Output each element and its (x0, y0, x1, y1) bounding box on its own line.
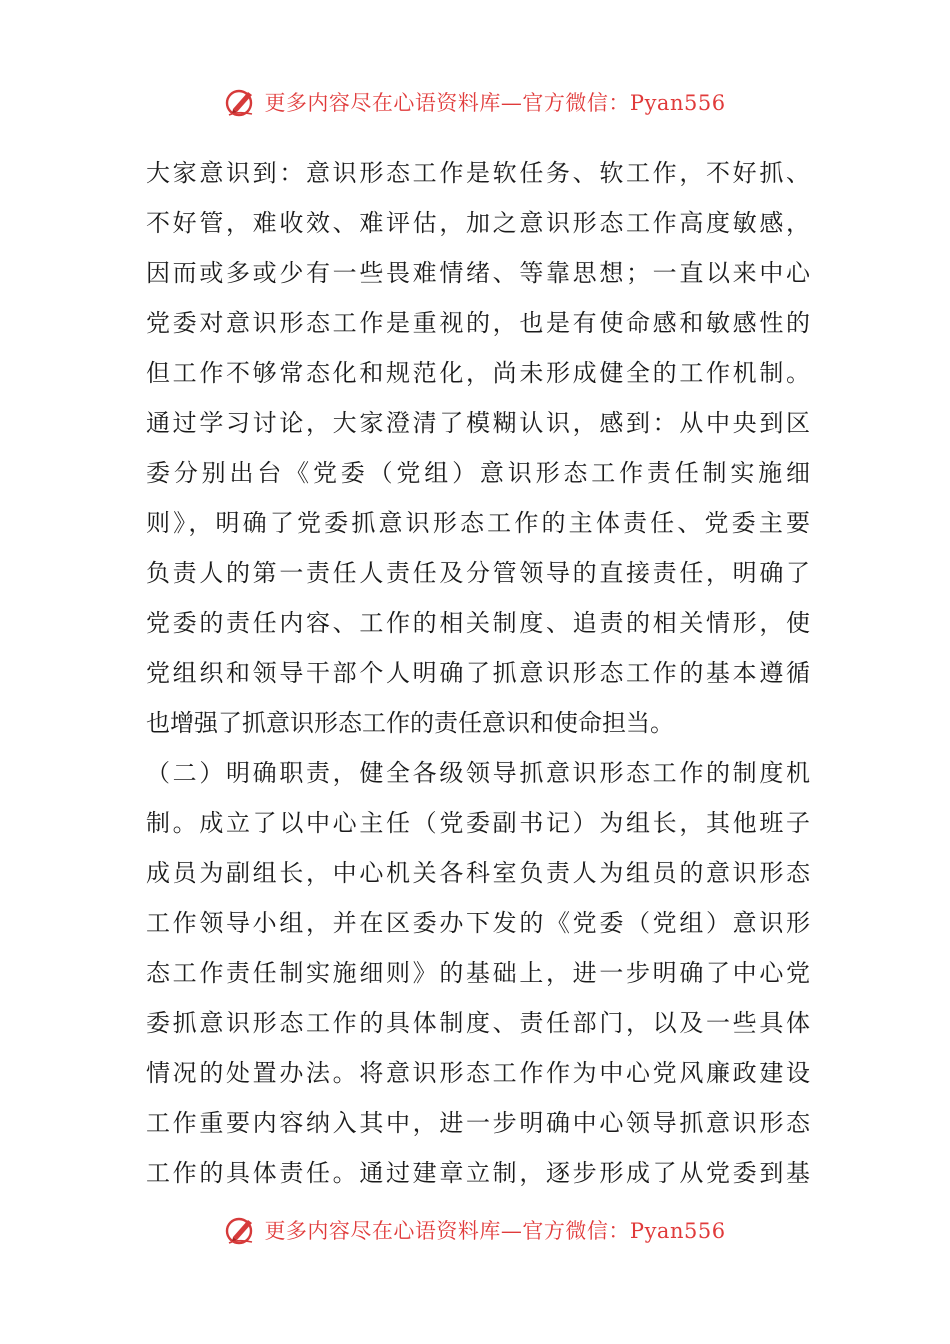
body-line: 工作的具体责任。通过建章立制，逐步形成了从党委到基 (146, 1159, 810, 1187)
body-line: 委分别出台《党委（党组）意识形态工作责任制实施细 (146, 459, 810, 487)
body-line: 党委的责任内容、工作的相关制度、追责的相关情形，使 (146, 609, 810, 637)
body-line: 成员为副组长，中心机关各科室负责人为组员的意识形态 (146, 859, 810, 887)
body-line: 态工作责任制实施细则》的基础上，进一步明确了中心党 (146, 959, 810, 987)
header-banner (0, 82, 950, 122)
pen-circle-icon (224, 85, 258, 119)
body-line: 大家意识到：意识形态工作是软任务、软工作，不好抓、 (146, 159, 810, 187)
body-line: 委抓意识形态工作的具体制度、责任部门，以及一些具体 (146, 1009, 810, 1037)
body-line: 因而或多或少有一些畏难情绪、等靠思想；一直以来中心 (146, 259, 810, 287)
body-line: （二）明确职责，健全各级领导抓意识形态工作的制度机 (146, 759, 810, 787)
body-line: 工作领导小组，并在区委办下发的《党委（党组）意识形 (146, 909, 810, 937)
header-banner-text: 更多内容尽在心语资料库—官方微信：Pyan556 (264, 91, 726, 115)
body-line: 通过学习讨论，大家澄清了模糊认识，感到：从中央到区 (146, 409, 810, 437)
body-line: 负责人的第一责任人责任及分管领导的直接责任，明确了 (146, 559, 810, 587)
pen-circle-icon (224, 1213, 258, 1247)
body-line: 党组织和领导干部个人明确了抓意识形态工作的基本遵循 (146, 659, 810, 687)
body-line: 不好管，难收效、难评估，加之意识形态工作高度敏感， (146, 209, 810, 237)
body-line: 也增强了抓意识形态工作的责任意识和使命担当。 (146, 709, 674, 737)
footer-banner (0, 1210, 950, 1250)
document-body (146, 148, 810, 1198)
body-line: 但工作不够常态化和规范化，尚未形成健全的工作机制。 (146, 359, 810, 387)
body-line: 则》，明确了党委抓意识形态工作的主体责任、党委主要 (146, 509, 810, 537)
body-line: 制。成立了以中心主任（党委副书记）为组长，其他班子 (146, 809, 810, 837)
footer-banner-text: 更多内容尽在心语资料库—官方微信：Pyan556 (264, 1219, 726, 1243)
body-line: 情况的处置办法。将意识形态工作作为中心党风廉政建设 (146, 1059, 810, 1087)
body-line: 党委对意识形态工作是重视的，也是有使命感和敏感性的 (146, 309, 810, 337)
body-line: 工作重要内容纳入其中，进一步明确中心领导抓意识形态 (146, 1109, 810, 1137)
